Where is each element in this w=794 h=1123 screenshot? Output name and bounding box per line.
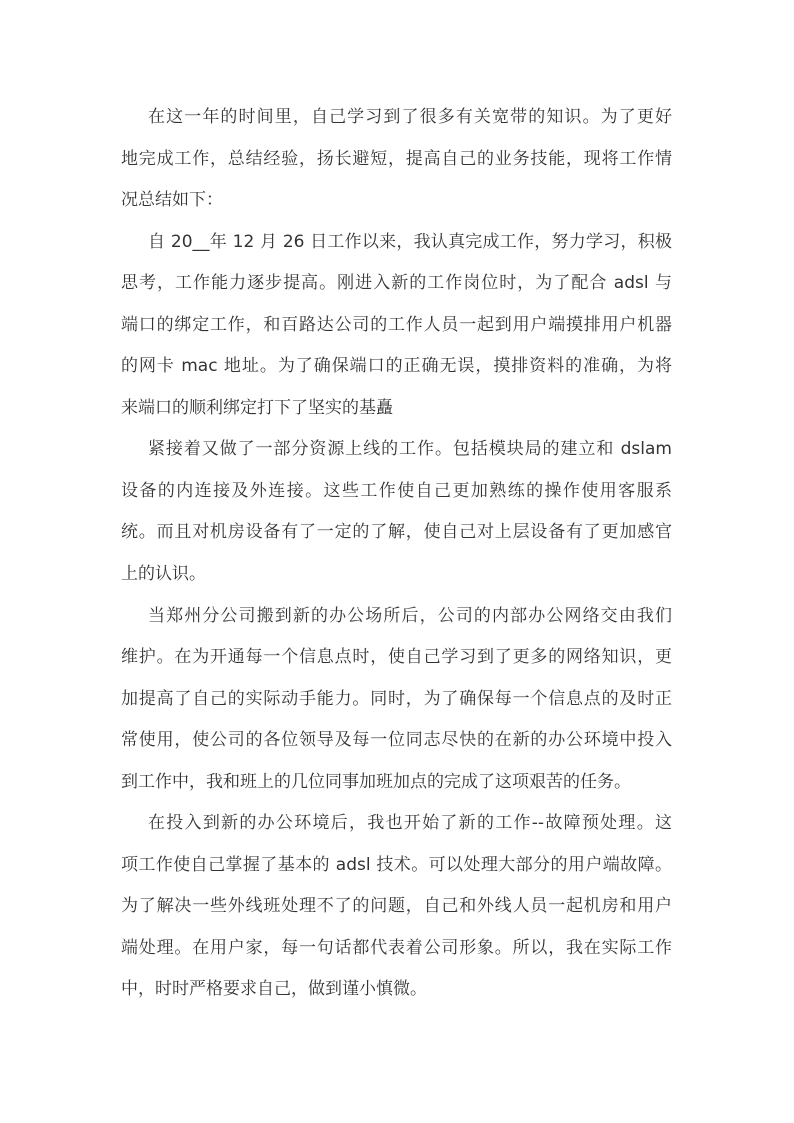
text-line: 上的认识。 (121, 564, 206, 585)
paragraph (121, 222, 672, 430)
text-line: 地完成工作，总结经验，扬长避短，提高自己的业务技能，现将工作情 (121, 148, 672, 169)
text-line: 维护。在为开通每一个信息点时，使自己学习到了更多的网络知识，更 (121, 647, 672, 668)
text-line: 中，时时严格要求自己，做到谨小慎微。 (121, 979, 427, 1000)
paragraph (121, 429, 672, 595)
text-line: 况总结如下： (121, 190, 223, 211)
text-line: 端口的绑定工作，和百路达公司的工作人员一起到用户端摸排用户机器 (121, 314, 672, 335)
text-line: 加提高了自己的实际动手能力。同时，为了确保每一个信息点的及时正 (121, 688, 672, 709)
text-line: 在投入到新的办公环境后，我也开始了新的工作--故障预处理。这 (148, 813, 672, 834)
text-line: 自 20__年 12 月 26 日工作以来，我认真完成工作，努力学习，积极 (148, 231, 672, 252)
text-line: 当郑州分公司搬到新的办公场所后，公司的内部办公网络交由我们 (148, 605, 672, 626)
document-body (121, 97, 672, 1011)
text-line: 设备的内连接及外连接。这些工作使自己更加熟练的操作使用客服系 (121, 480, 672, 501)
text-line: 紧接着又做了一部分资源上线的工作。包括模块局的建立和 dslam (148, 439, 672, 460)
text-line: 端处理。在用户家，每一句话都代表着公司形象。所以，我在实际工作 (121, 937, 672, 958)
text-line: 为了解决一些外线班处理不了的问题，自己和外线人员一起机房和用户 (121, 896, 672, 917)
paragraph (121, 596, 672, 804)
text-line: 在这一年的时间里，自己学习到了很多有关宽带的知识。为了更好 (148, 107, 672, 127)
text-line: 来端口的顺利绑定打下了坚实的基矗 (121, 397, 393, 418)
text-line: 的网卡 mac 地址。为了确保端口的正确无误，摸排资料的准确，为将 (121, 356, 672, 377)
text-line: 常使用，使公司的各位领导及每一位同志尽快的在新的办公环境中投入 (121, 730, 672, 751)
text-line: 思考，工作能力逐步提高。刚进入新的工作岗位时，为了配合 adsl 与 (121, 273, 672, 294)
paragraph (121, 97, 672, 222)
text-line: 项工作使自己掌握了基本的 adsl 技术。可以处理大部分的用户端故障。 (121, 854, 672, 875)
text-line: 到工作中，我和班上的几位同事加班加点的完成了这项艰苦的任务。 (121, 771, 631, 792)
text-line: 统。而且对机房设备有了一定的了解，使自己对上层设备有了更加感官 (121, 522, 672, 543)
paragraph (121, 803, 672, 1011)
